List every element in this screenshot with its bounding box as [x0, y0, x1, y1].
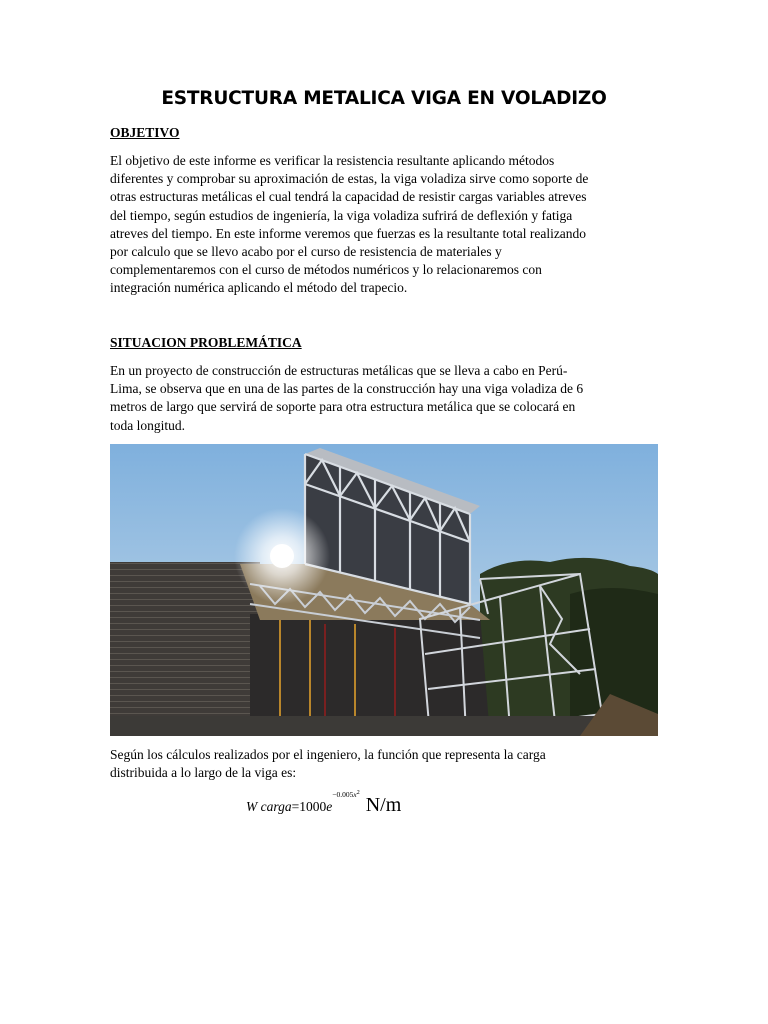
- heading-situacion: SITUACION PROBLEMÁTICA: [110, 335, 302, 350]
- steel-structure-photo: [110, 444, 658, 736]
- text-line: distribuida a lo largo de la viga es:: [110, 765, 297, 781]
- exponent-variable: x: [353, 790, 357, 799]
- text-line: Lima, se observa que en una de las partes de la construcción hay una viga voladiza de 6: [110, 381, 584, 397]
- text-line: El objetivo de este informe es verificar la resistencia resultante aplicando métodos: [110, 153, 555, 168]
- text-line: del tiempo, según estudios de ingeniería, la viga voladiza sufrirá de deflexión y fatiga: [110, 207, 573, 223]
- text-line: integración numérica aplicando el método del trapecio.: [110, 280, 408, 296]
- text-line: otras estructuras metálicas el cual tendrá la capacidad de resistir cargas variables atreves: [110, 189, 587, 205]
- text-line: toda longitud.: [110, 417, 185, 433]
- text-line: En un proyecto de construcción de estructuras metálicas que se lleva a cabo en Perú-: [110, 363, 568, 378]
- text-line: metros de largo que servirá de soporte para otra estructura metálica que se colocará en: [110, 399, 576, 415]
- objetivo-paragraph: [110, 152, 662, 298]
- text-line: por calculo que se llevo acabo por el curso de resistencia de materiales y: [110, 244, 502, 260]
- exponent-value: 0.005: [336, 790, 354, 799]
- formula-equals: =: [291, 799, 300, 814]
- closing-paragraph: [110, 746, 662, 782]
- text-line: complementaremos con el curso de métodos numéricos y lo relacionaremos con: [110, 262, 542, 278]
- load-formula: [246, 790, 402, 817]
- situacion-paragraph: [110, 362, 662, 435]
- formula-coefficient: 1000: [299, 799, 327, 814]
- formula-exponent: [332, 790, 359, 799]
- text-line: diferentes y comprobar su aproximación de estas, la viga voladiza sirve como soporte de: [110, 171, 589, 187]
- text-line: Según los cálculos realizados por el ingeniero, la función que representa la carga: [110, 747, 546, 762]
- heading-objetivo: OBJETIVO: [110, 125, 180, 140]
- text-line: atreves del tiempo. En este informe veremos que fuerzas es la resultante total realizando: [110, 225, 587, 241]
- formula-unit: N/m: [365, 794, 402, 816]
- formula-base: e: [326, 799, 333, 814]
- formula-lhs: W carga: [246, 799, 292, 814]
- exponent-power: 2: [356, 790, 360, 796]
- exponent-sign: −: [332, 790, 337, 799]
- document-title: ESTRUCTURA METALICA VIGA EN VOLADIZO: [161, 88, 607, 109]
